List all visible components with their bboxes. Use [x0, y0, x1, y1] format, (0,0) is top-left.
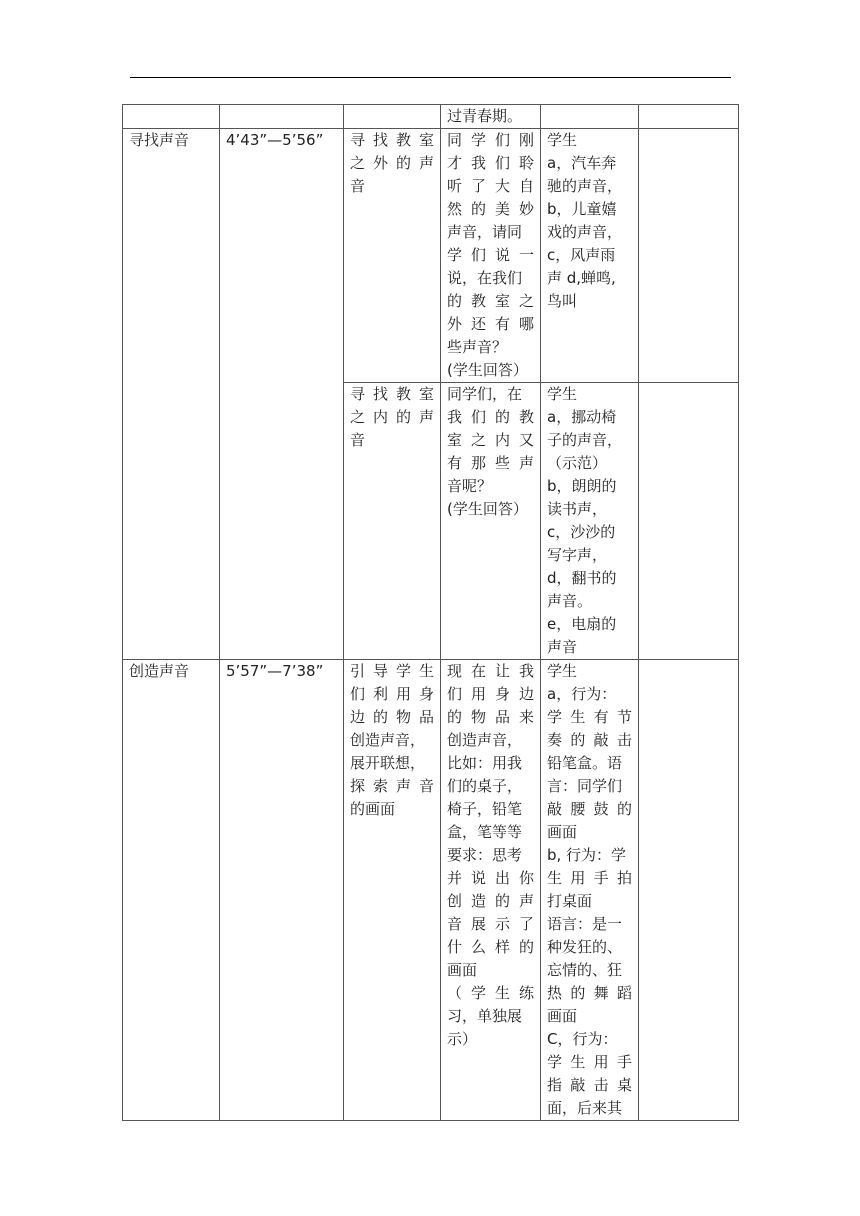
- content-line: (学生回答）: [447, 361, 528, 379]
- content-line: 然 的 美 妙: [447, 200, 534, 218]
- goal-line: 们 利 用 身: [350, 685, 434, 703]
- goal-cell: [344, 129, 441, 383]
- content-line: 现 在 让 我: [447, 662, 534, 680]
- student-line: 言：同学们: [547, 777, 623, 795]
- activity-cell: [123, 105, 220, 129]
- student-line: 声音: [547, 638, 578, 656]
- time-range: 4’43”—5’56”: [226, 131, 324, 149]
- content-line: 声音，请同: [447, 223, 523, 241]
- content-line: 示）: [447, 1030, 478, 1048]
- content-line: 创造声音，: [447, 731, 523, 749]
- content-line: 些声音？: [447, 338, 508, 356]
- goal-line: 的画面: [350, 800, 396, 818]
- content-line: 盒，笔等等: [447, 823, 523, 841]
- content-line: 创 造 的 声: [447, 892, 534, 910]
- student-line: b，朗朗的: [547, 477, 617, 495]
- student-line: a，行为：: [547, 685, 617, 703]
- content-line: 我 们 的 教: [447, 408, 534, 426]
- student-cell: [541, 383, 639, 660]
- student-line: e，电扇的: [547, 615, 617, 633]
- student-line: 忘情的、狂: [547, 961, 623, 979]
- goal-line: 边 的 物 品: [350, 708, 434, 726]
- student-line: 打桌面: [547, 892, 593, 910]
- activity-cell: [123, 129, 220, 660]
- content-line: 有 那 些 声: [447, 454, 534, 472]
- content-line: （ 学 生 练: [447, 984, 534, 1002]
- student-line: 读书声，: [547, 500, 608, 518]
- goal-line: 音: [350, 431, 366, 449]
- student-line: 子的声音，: [547, 431, 623, 449]
- content-line: 听 了 大 自: [447, 177, 534, 195]
- content-line: 外 还 有 哪: [447, 315, 534, 333]
- student-line: b，儿童嬉: [547, 200, 617, 218]
- student-line: 语言：是一: [547, 915, 623, 933]
- student-line: 学生: [547, 662, 578, 680]
- notes-cell: [639, 129, 739, 383]
- student-line: 学 生 用 手: [547, 1053, 632, 1071]
- header-rule: [130, 77, 731, 78]
- student-line: c，风声雨: [547, 246, 616, 264]
- student-line: b, 行为：学: [547, 846, 627, 864]
- time-range: 5’57”—7’38”: [226, 662, 324, 680]
- student-line: 种发狂的、: [547, 938, 623, 956]
- student-line: 戏的声音，: [547, 223, 623, 241]
- goal-cell: [344, 105, 441, 129]
- content-line: 才 我 们 聆: [447, 154, 534, 172]
- goal-line: 展开联想，: [350, 754, 426, 772]
- content-line: 要求：思考: [447, 846, 523, 864]
- student-line: 指 敲 击 桌: [547, 1076, 632, 1094]
- table-row: [123, 105, 739, 129]
- student-line: d，翻书的: [547, 569, 617, 587]
- content-line: 室 之 内 又: [447, 431, 534, 449]
- student-cell: [541, 129, 639, 383]
- student-line: （示范）: [547, 454, 608, 472]
- content-line: 并 说 出 你: [447, 869, 534, 887]
- goal-line: 寻 找 教 室: [350, 131, 434, 149]
- notes-cell: [639, 383, 739, 660]
- goal-cell: [344, 660, 441, 1121]
- goal-line: 音: [350, 177, 366, 195]
- student-line: a，挪动椅: [547, 408, 617, 426]
- student-line: a，汽车奔: [547, 154, 617, 172]
- content-line: 同 学 们 刚: [447, 131, 534, 149]
- student-line: 画面: [547, 823, 578, 841]
- lesson-plan-table: [122, 104, 739, 1121]
- student-cell: [541, 105, 639, 129]
- content-line: 音 展 示 了: [447, 915, 534, 933]
- notes-cell: [639, 660, 739, 1121]
- time-cell: [220, 129, 344, 660]
- goal-cell: [344, 383, 441, 660]
- student-line: c，沙沙的: [547, 523, 616, 541]
- content-line: 们 用 身 边: [447, 685, 534, 703]
- time-cell: [220, 105, 344, 129]
- content-line: 什 么 样 的: [447, 938, 534, 956]
- student-line: 敲 腰 鼓 的: [547, 800, 632, 818]
- student-line: 鸟叫: [547, 292, 578, 310]
- table-row: [123, 660, 739, 1121]
- goal-line: 之 内 的 声: [350, 408, 434, 426]
- goal-line: 探 索 声 音: [350, 777, 434, 795]
- content-line: 的 物 品 来: [447, 708, 534, 726]
- content-line: 们的桌子，: [447, 777, 523, 795]
- goal-line: 之 外 的 声: [350, 154, 434, 172]
- student-line: 学生: [547, 385, 578, 403]
- student-line: 声 d,蝉鸣,: [547, 269, 616, 287]
- student-line: 学 生 有 节: [547, 708, 632, 726]
- notes-cell: [639, 105, 739, 129]
- student-line: 学生: [547, 131, 578, 149]
- content-line: 音呢？: [447, 477, 493, 495]
- goal-line: 引 导 学 生: [350, 662, 434, 680]
- activity-cell: [123, 660, 220, 1121]
- content-cell: [441, 105, 541, 129]
- student-line: 热 的 舞 蹈: [547, 984, 632, 1002]
- content-line: 同学们，在: [447, 385, 523, 403]
- content-cell: [441, 660, 541, 1121]
- goal-line: 寻 找 教 室: [350, 385, 434, 403]
- content-line: 说，在我们: [447, 269, 523, 287]
- student-line: 声音。: [547, 592, 593, 610]
- student-line: 铅笔盒。语: [547, 754, 623, 772]
- content-line: 椅子，铅笔: [447, 800, 523, 818]
- content-cell: [441, 129, 541, 383]
- content-text: 过青春期。: [447, 107, 523, 125]
- student-line: 生 用 手 拍: [547, 869, 632, 887]
- goal-line: 创造声音，: [350, 731, 426, 749]
- content-cell: [441, 383, 541, 660]
- activity-label: 创造声音: [129, 662, 190, 680]
- student-cell: [541, 660, 639, 1121]
- student-line: 面，后来其: [547, 1099, 623, 1117]
- student-line: C，行为：: [547, 1030, 618, 1048]
- activity-label: 寻找声音: [129, 131, 190, 149]
- student-line: 驰的声音，: [547, 177, 623, 195]
- content-line: 习，单独展: [447, 1007, 523, 1025]
- student-line: 写字声，: [547, 546, 608, 564]
- table-row: [123, 129, 739, 383]
- content-line: (学生回答）: [447, 500, 528, 518]
- student-line: 画面: [547, 1007, 578, 1025]
- content-line: 画面: [447, 961, 478, 979]
- student-line: 奏 的 敲 击: [547, 731, 632, 749]
- content-line: 学 们 说 一: [447, 246, 534, 264]
- content-line: 的 教 室 之: [447, 292, 534, 310]
- content-line: 比如：用我: [447, 754, 523, 772]
- time-cell: [220, 660, 344, 1121]
